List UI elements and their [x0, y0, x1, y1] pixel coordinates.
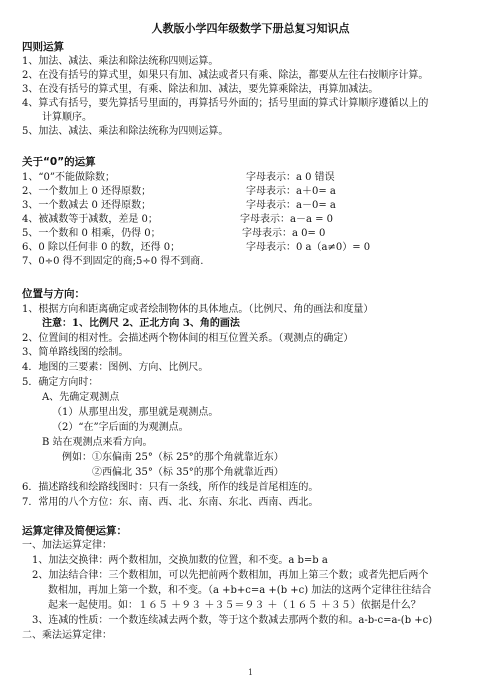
paragraph-line: ②西偏北 35°（标 35°的那个角就靠近西） — [92, 467, 284, 478]
paragraph-line: 3、在没有括号的算式里，有乘、除法和加、减法，要先算乘除法，再算加减法。 — [22, 84, 379, 95]
zero-rule-text: 7、0÷0 得不到固定的商;5÷0 得不到商. — [22, 256, 204, 267]
paragraph-line: B 站在观测点来看方向。 — [42, 437, 153, 448]
paragraph-line: 例如：①东偏南 25°（标 25°的那个角就靠近东） — [62, 452, 284, 463]
paragraph-line: 计算顺序。 — [42, 112, 92, 123]
paragraph-line: 1、加法、减法、乘法和除法统称四则运算。 — [22, 56, 219, 67]
zero-rule-formula: 字母表示：a－a = 0 — [240, 214, 334, 225]
paragraph-line: 2、在没有括号的算式里，如果只有加、减法或者只有乘、除法，都要从左往右按顺序计算。 — [22, 70, 429, 81]
zero-rule-formula: 字母表示：a－0= a — [246, 200, 336, 211]
paragraph-line: 5、加法、减法、乘法和除法统称为四则运算。 — [22, 126, 229, 137]
note-line: 注意：1、比例尺 2、正北方向 3、角的画法 — [42, 318, 240, 329]
paragraph-line: 数相加，再加上第一个数，和不变。（a +b+c=a +(b +c) 加法的这两个定律往往结合 — [48, 585, 432, 596]
section-heading-zero-operations: 关于“0”的运算 — [22, 156, 96, 168]
section-heading-operation-laws: 运算定律及简便运算： — [22, 525, 127, 537]
zero-rule-text: 3、一个数减去 0 还得原数； — [22, 200, 152, 211]
zero-rule-text: 4、被减数等于减数，差是 0； — [22, 214, 158, 225]
zero-rule-text: 1、“0”不能做除数； — [22, 172, 115, 183]
paragraph-line: 起来一起使用。如：１６５ ＋９３ ＋３５＝９３ ＋（１６５ ＋３５）依据是什么？ — [48, 600, 421, 611]
paragraph-line: 4、算式有括号，要先算括号里面的，再算括号外面的；括号里面的算式计算顺序遵循以上的 — [22, 98, 429, 109]
paragraph-line: （2）“在”字后面的为观测点。 — [52, 422, 189, 433]
paragraph-line: 2、位置间的相对性。会描述两个物体间的相互位置关系。（观测点的确定） — [22, 333, 354, 344]
paragraph-line: 5．确定方向时： — [22, 377, 99, 388]
paragraph-line: 一、加法运算定律： — [22, 540, 112, 551]
zero-rule-text: 6、0 除以任何非 0 的数，还得 0； — [22, 242, 181, 253]
zero-rule-formula: 字母表示：a 0 错误 — [246, 172, 335, 183]
paragraph-line: 3、连减的性质：一个数连续减去两个数，等于这个数减去那两个数的和。a-b-c=a-(b +c) — [32, 615, 433, 626]
zero-rule-text: 5、一个数和 0 相乘，仍得 0； — [22, 228, 161, 239]
paragraph-line: （1）从那里出发，那里就是观测点。 — [52, 407, 219, 418]
paragraph-line: A、先确定观测点 — [42, 392, 120, 403]
zero-rule-text: 2、一个数加上 0 还得原数； — [22, 186, 152, 197]
paragraph-line: 1、根据方向和距离确定或者绘制物体的具体地点。（比例尺、角的画法和度量） — [22, 304, 374, 315]
page-number: 1 — [247, 668, 254, 677]
paragraph-line: 1、加法交换律：两个数相加，交换加数的位置，和不变。a b=b a — [32, 555, 328, 566]
paragraph-line: 6．描述路线和绘路线图时：只有一条线，所作的线是首尾相连的。 — [22, 482, 319, 493]
paragraph-line: 4．地图的三要素：图例、方向、比例尺。 — [22, 362, 209, 373]
paragraph-line: 7．常用的八个方位：东、南、西、北、东南、东北、西南、西北。 — [22, 497, 319, 508]
paragraph-line: 二、乘法运算定律： — [22, 630, 112, 641]
section-heading-four-operations: 四则运算 — [22, 41, 64, 53]
section-heading-position-direction: 位置与方向： — [22, 288, 85, 300]
document-title: 人教版小学四年级数学下册总复习知识点 — [151, 22, 350, 35]
zero-rule-formula: 字母表示：0 a（a≠0）= 0 — [246, 242, 371, 253]
paragraph-line: 2、加法结合律：三个数相加，可以先把前两个数相加，再加上第三个数；或者先把后两个 — [32, 570, 429, 581]
zero-rule-formula: 字母表示：a＋0= a — [246, 186, 336, 197]
paragraph-line: 3、简单路线图的绘制。 — [22, 347, 129, 358]
zero-rule-formula: 字母表示：a 0= 0 — [242, 228, 326, 239]
